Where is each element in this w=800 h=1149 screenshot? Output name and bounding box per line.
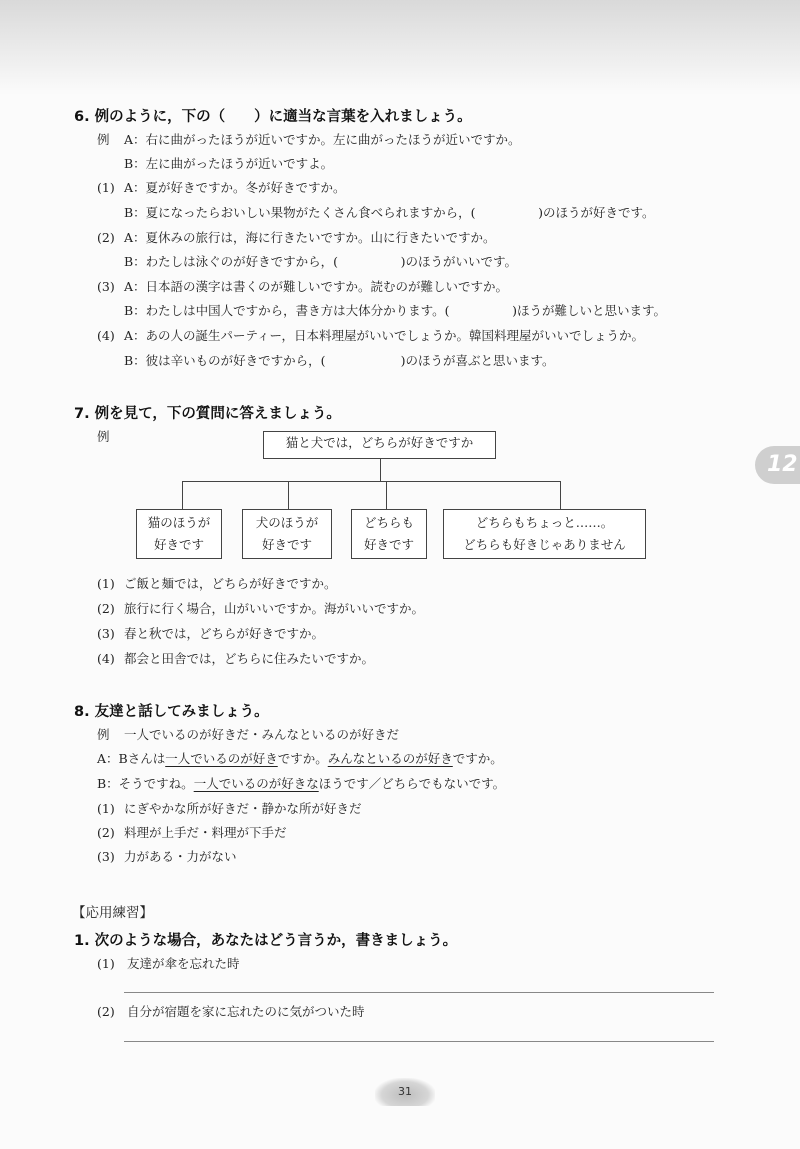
diagram-connector [182,481,183,509]
page-top-shading [0,0,800,95]
prompt-text: にぎやかな所が好きだ・静かな所が好きだ [124,801,362,816]
question-text: 旅行に行く場合，山がいいですか。海がいいですか。 [124,601,425,616]
answer-line [124,992,714,993]
chapter-tab [755,446,800,484]
item-number: (2) [97,825,115,840]
dialogue-text: ですか。 [452,751,503,766]
item-number: (4) [97,651,115,666]
item-line-a: A：夏が好きですか。冬が好きですか。 [124,180,346,195]
item-number: (3) [97,626,115,641]
item-line-b: B：夏になったらおいしい果物がたくさん食べられますから，( )のほうが好きです。 [124,205,655,220]
diagram-answer-line2: 好きです [153,537,204,552]
item-number: (4) [97,328,115,343]
applied-heading: 【応用練習】 [72,905,153,921]
diagram-answer-line1: どちらも [363,515,414,530]
diagram-answer-line1: 犬のほうが [255,515,319,530]
item-line-a: A：あの人の誕生パーティー，日本料理屋がいいでしょうか。韓国料理屋がいいでしょうか。 [124,328,645,343]
example-label: 例 [97,727,110,742]
example-label: 例 [97,132,110,147]
chapter-tab-number: 12 [767,452,798,477]
prompt-text: 友達が傘を忘れた時 [127,956,240,971]
item-line-b: B：わたしは中国人ですから，書き方は大体分かります。( )ほうが難しいと思います。 [124,303,666,318]
diagram-answer-line2: 好きです [261,537,312,552]
item-number: (2) [97,601,115,616]
item-number: (1) [97,576,115,591]
section-7-title: 7. 例を見て，下の質問に答えましょう。 [74,406,341,422]
dialogue-underlined: みんなといるのが好き [327,751,453,766]
dialogue-text: B：そうですね。 [97,776,194,791]
item-number: (3) [97,849,115,864]
prompt-text: 料理が上手だ・料理が下手だ [124,825,287,840]
dialogue-text: A：Bさんは [97,751,166,766]
diagram-answer-line1: 猫のほうが [147,515,211,530]
diagram-answer-line1: どちらもちょっと……。 [475,515,614,530]
section-8-title: 8. 友達と話してみましょう。 [74,704,269,720]
applied-title: 1. 次のような場合，あなたはどう言うか，書きましょう。 [74,933,458,949]
item-number: (3) [97,279,115,294]
diagram-answer-box [136,509,222,559]
example-line-a: A：右に曲がったほうが近いですか。左に曲がったほうが近いですか。 [124,132,521,147]
dialogue-text: ほうです／どちらでもないです。 [318,776,506,791]
item-number: (1) [97,956,115,971]
diagram-connector [288,481,289,509]
example-prompt: 一人でいるのが好きだ・みんなといるのが好きだ [124,727,400,742]
prompt-text: 自分が宿題を家に忘れたのに気がついた時 [127,1004,365,1019]
diagram-connector [386,481,387,509]
answer-line [124,1041,714,1042]
prompt-text: 力がある・力がない [124,849,237,864]
item-line-b: B：彼は辛いものが好きですから，( )のほうが喜ぶと思います。 [124,353,555,368]
diagram-connector [182,481,561,482]
item-line-a: A：夏休みの旅行は，海に行きたいですか。山に行きたいですか。 [124,230,496,245]
dialogue-underlined: 一人でいるのが好きな [193,776,319,791]
diagram-answer-box [351,509,427,559]
diagram-answer-line2: どちらも好きじゃありません [463,537,626,552]
question-text: 春と秋では，どちらが好きですか。 [124,626,325,641]
dialogue-line-b [97,775,505,793]
item-number: (1) [97,180,115,195]
diagram-connector [380,459,381,481]
page-number: 31 [375,1078,435,1106]
example-line-b: B：左に曲がったほうが近いですよ。 [124,156,334,171]
item-line-b: B：わたしは泳ぐのが好きですから，( )のほうがいいです。 [124,254,517,269]
section-6-title: 6. 例のように，下の（ ）に適当な言葉を入れましょう。 [74,109,472,125]
diagram-answer-box [242,509,332,559]
question-text: 都会と田舎では，どちらに住みたいですか。 [124,651,375,666]
example-label: 例 [97,429,110,444]
diagram-question: 猫と犬では，どちらが好きですか [285,435,474,450]
question-text: ご飯と麺では，どちらが好きですか。 [124,576,337,591]
dialogue-text: ですか。 [277,751,328,766]
diagram-question-box [263,431,496,459]
item-number: (2) [97,230,115,245]
item-number: (1) [97,801,115,816]
dialogue-line-a [97,750,503,768]
diagram-connector [560,481,561,509]
diagram-answer-line2: 好きです [363,537,414,552]
item-number: (2) [97,1004,115,1019]
dialogue-underlined: 一人でいるのが好き [165,751,278,766]
item-line-a: A：日本語の漢字は書くのが難しいですか。読むのが難しいですか。 [124,279,509,294]
diagram-answer-box [443,509,646,559]
